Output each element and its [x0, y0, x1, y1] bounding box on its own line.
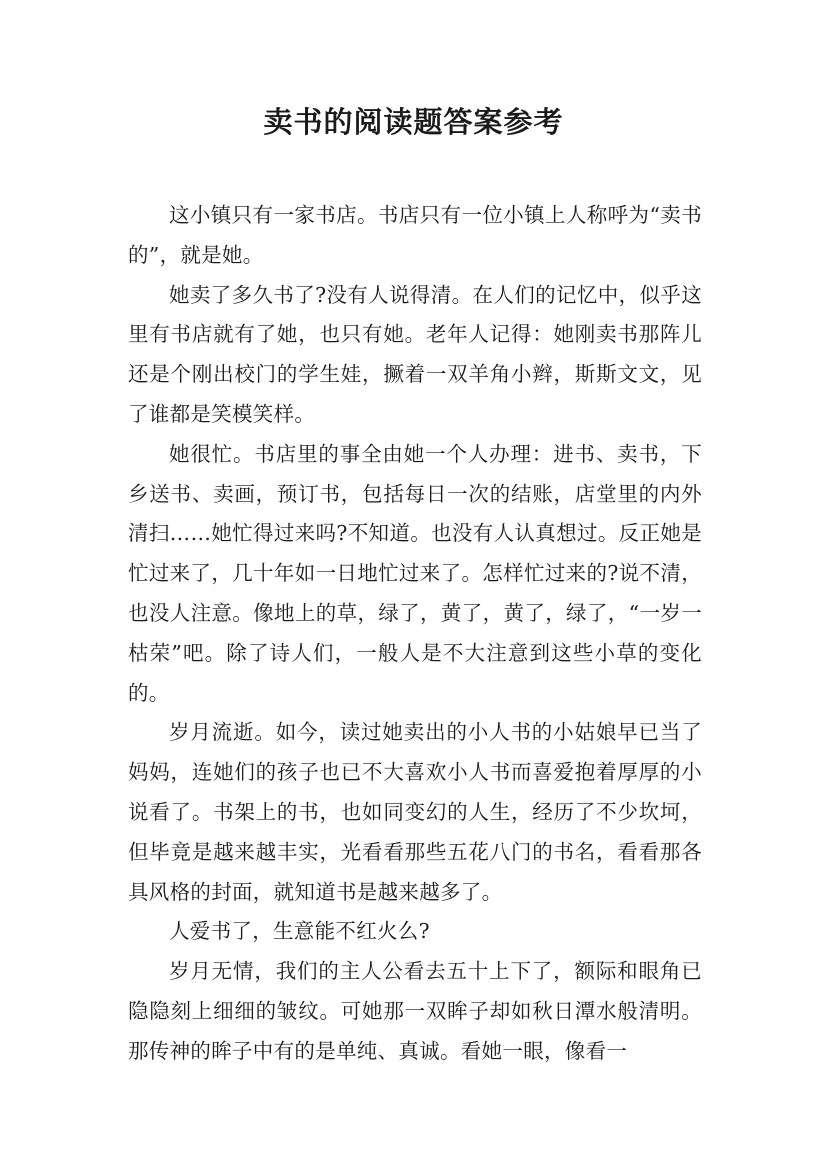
paragraph: 她很忙。书店里的事全由她一个人办理：进书、卖书，下乡送书、卖画，预订书，包括每日一次的结账，店堂里的内外清扫……她忙得过来吗?不知道。也没有人认真想过。反正她是忙过来了，几十年如一日地忙过来了。怎样忙过来的?说不清，也没人注意。像地上的草，绿了，黄了，黄了，绿了，“一岁一枯荣”吧。除了诗人们，一般人是不大注意到这些小草的变化的。 — [128, 441, 702, 705]
document-title: 卖书的阅读题答案参考 — [263, 105, 564, 139]
paragraph: 岁月流逝。如今，读过她卖出的小人书的小姑娘早已当了妈妈，连她们的孩子也已不大喜欢小人书而喜爱抱着厚厚的小说看了。书架上的书，也如同变幻的人生，经历了不少坎坷，但毕竟是越来越丰实，光看看那些五花八门的书名，看看那各具风格的封面，就知道书是越来越多了。 — [128, 720, 702, 904]
document-body — [128, 196, 702, 1072]
paragraph: 这小镇只有一家书店。书店只有一位小镇上人称呼为“卖书的”，就是她。 — [128, 203, 702, 267]
paragraph: 人爱书了，生意能不红火么? — [169, 919, 430, 944]
paragraph: 岁月无情，我们的主人公看去五十上下了，额际和眼角已隐隐刻上细细的皱纹。可她那一双眸子却如秋日潭水般清明。那传神的眸子中有的是单纯、真诚。看她一眼，像看一 — [128, 959, 702, 1063]
paragraph: 她卖了多久书了?没有人说得清。在人们的记忆中，似乎这里有书店就有了她，也只有她。老年人记得：她刚卖书那阵儿还是个刚出校门的学生娃，撅着一双羊角小辫，斯斯文文，见了谁都是笑模笑样。 — [128, 282, 702, 426]
